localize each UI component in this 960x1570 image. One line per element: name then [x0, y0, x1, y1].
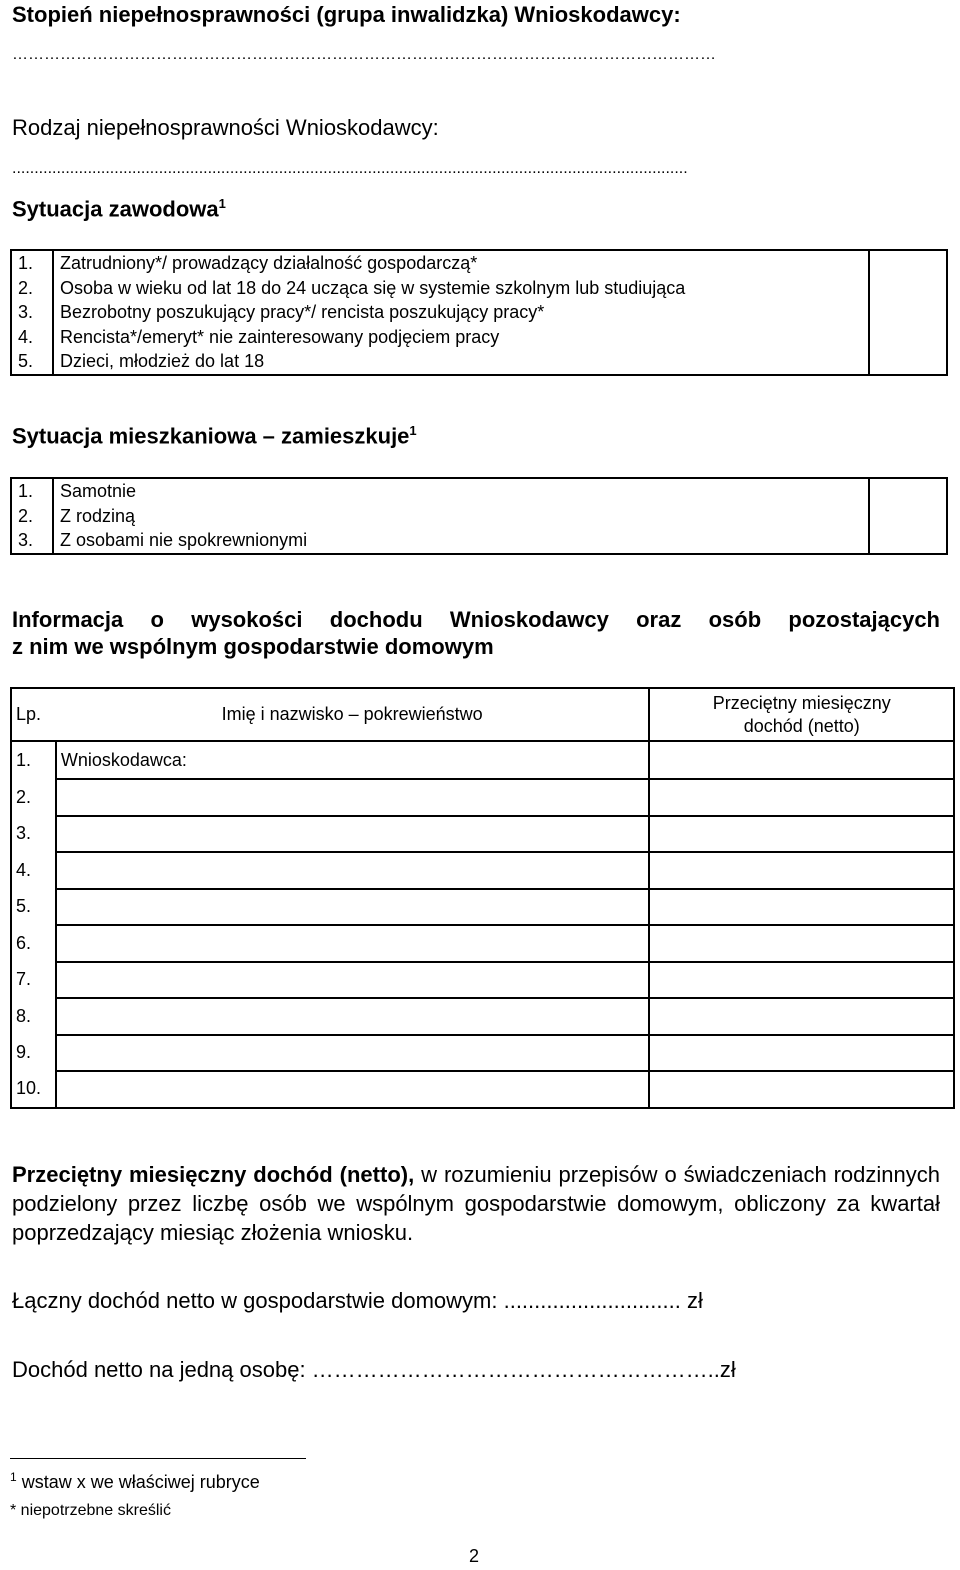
row-income-cell[interactable] [649, 852, 954, 889]
option-label: Samotnie [53, 478, 869, 504]
housing-footnote-ref: 1 [409, 423, 417, 438]
page-number: 2 [469, 1546, 480, 1566]
row-name-cell[interactable] [56, 1071, 650, 1108]
table-row [11, 962, 954, 999]
row-income-cell[interactable] [649, 925, 954, 962]
header-name: Imię i nazwisko – pokrewieństwo [56, 688, 650, 741]
employment-title-text: Sytuacja zawodowa [12, 196, 219, 222]
option-number: 3. [11, 528, 53, 554]
option-mark-cell[interactable] [869, 478, 947, 554]
row-number: 6. [11, 925, 56, 962]
option-mark-cell[interactable] [869, 250, 947, 375]
option-label: Osoba w wieku od lat 18 do 24 ucząca się w systemie szkolnym lub studiująca [53, 276, 869, 301]
option-number: 5. [11, 349, 53, 375]
housing-title-text: Sytuacja mieszkaniowa – zamieszkuje [12, 423, 410, 449]
option-number: 3. [11, 300, 53, 325]
total-income-field[interactable]: Łączny dochód netto w gospodarstwie domowym: ............................. zł [12, 1288, 703, 1313]
row-number: 7. [11, 962, 56, 999]
table-row [11, 889, 954, 926]
option-row [11, 478, 947, 504]
table-row [11, 1071, 954, 1108]
employment-title [12, 196, 226, 222]
option-label: Z rodziną [53, 504, 869, 529]
row-income-cell[interactable] [649, 816, 954, 853]
row-number: 3. [11, 816, 56, 853]
row-income-cell[interactable] [649, 741, 954, 779]
income-definition-text: w rozumieniu przepisów o świadczeniach rodzinnych podzielony przez liczbę osób we wspólnym gospodarstwie domowym, obliczony za kwartał poprzedzający miesiąc złożenia wniosku. [12, 1162, 940, 1245]
option-label: Zatrudniony*/ prowadzący działalność gospodarczą* [53, 250, 869, 276]
table-row [11, 998, 954, 1035]
option-number: 4. [11, 325, 53, 350]
row-name-cell[interactable] [56, 816, 650, 853]
option-row [11, 325, 947, 350]
housing-title [12, 423, 417, 449]
table-row [11, 816, 954, 853]
row-number: 2. [11, 779, 56, 816]
header-lp: Lp. [11, 688, 56, 741]
option-row [11, 528, 947, 554]
income-table [10, 687, 955, 1109]
footnote-1-marker: 1 [10, 1470, 17, 1484]
option-label: Rencista*/emeryt* nie zainteresowany podjęciem pracy [53, 325, 869, 350]
row-name-cell[interactable]: Wnioskodawca: [56, 741, 650, 779]
table-row [11, 741, 954, 779]
table-row [11, 1035, 954, 1072]
row-number: 1. [11, 741, 56, 779]
header-income [649, 688, 954, 741]
option-number: 2. [11, 276, 53, 301]
header-income-line2: dochód (netto) [743, 715, 860, 736]
disability-degree-field[interactable]: …………………………………………………………………………………………………………………… [12, 46, 716, 63]
row-number: 5. [11, 889, 56, 926]
income-info-title-line1: Informacja o wysokości dochodu Wnioskodawcy oraz osób pozostających [12, 607, 940, 632]
row-name-cell[interactable] [56, 889, 650, 926]
option-row [11, 504, 947, 529]
option-row [11, 250, 947, 276]
option-row [11, 349, 947, 375]
option-row [11, 300, 947, 325]
option-label: Z osobami nie spokrewnionymi [53, 528, 869, 554]
housing-options-table [10, 477, 948, 555]
option-label: Dzieci, młodzież do lat 18 [53, 349, 869, 375]
disability-type-field[interactable]: ........................................................................................................................................................ [12, 160, 688, 177]
disability-type-label: Rodzaj niepełnosprawności Wnioskodawcy: [12, 115, 439, 140]
income-info-title-line2: z nim we wspólnym gospodarstwie domowym [12, 634, 494, 659]
row-income-cell[interactable] [649, 889, 954, 926]
per-person-income-field[interactable]: Dochód netto na jedną osobę: ………………………………………………..zł [12, 1357, 736, 1382]
row-name-cell[interactable] [56, 925, 650, 962]
row-number: 9. [11, 1035, 56, 1072]
income-definition [12, 1160, 940, 1247]
footnote-divider [10, 1458, 306, 1459]
table-row [11, 852, 954, 889]
disability-degree-label: Stopień niepełnosprawności (grupa inwalidzka) Wnioskodawcy: [12, 2, 681, 27]
row-name-cell[interactable] [56, 962, 650, 999]
row-number: 10. [11, 1071, 56, 1108]
option-number: 2. [11, 504, 53, 529]
footnote-1-text: wstaw x we właściwej rubryce [16, 1472, 260, 1492]
header-income-line1: Przeciętny miesięczny [712, 692, 891, 713]
employment-options-table [10, 249, 948, 376]
footnote-2: * niepotrzebne skreślić [10, 1502, 171, 1519]
option-number: 1. [11, 250, 53, 276]
option-row [11, 276, 947, 301]
footnote-1 [10, 1470, 260, 1493]
row-income-cell[interactable] [649, 962, 954, 999]
employment-footnote-ref: 1 [218, 196, 226, 211]
row-name-cell[interactable] [56, 998, 650, 1035]
row-name-cell[interactable] [56, 1035, 650, 1072]
row-number: 4. [11, 852, 56, 889]
row-name-cell[interactable] [56, 852, 650, 889]
row-number: 8. [11, 998, 56, 1035]
row-income-cell[interactable] [649, 1035, 954, 1072]
option-label: Bezrobotny poszukujący pracy*/ rencista poszukujący pracy* [53, 300, 869, 325]
row-income-cell[interactable] [649, 1071, 954, 1108]
table-row [11, 925, 954, 962]
row-income-cell[interactable] [649, 998, 954, 1035]
row-name-cell[interactable] [56, 779, 650, 816]
option-number: 1. [11, 478, 53, 504]
row-income-cell[interactable] [649, 779, 954, 816]
income-definition-term: Przeciętny miesięczny dochód (netto), [12, 1162, 415, 1187]
table-row [11, 779, 954, 816]
